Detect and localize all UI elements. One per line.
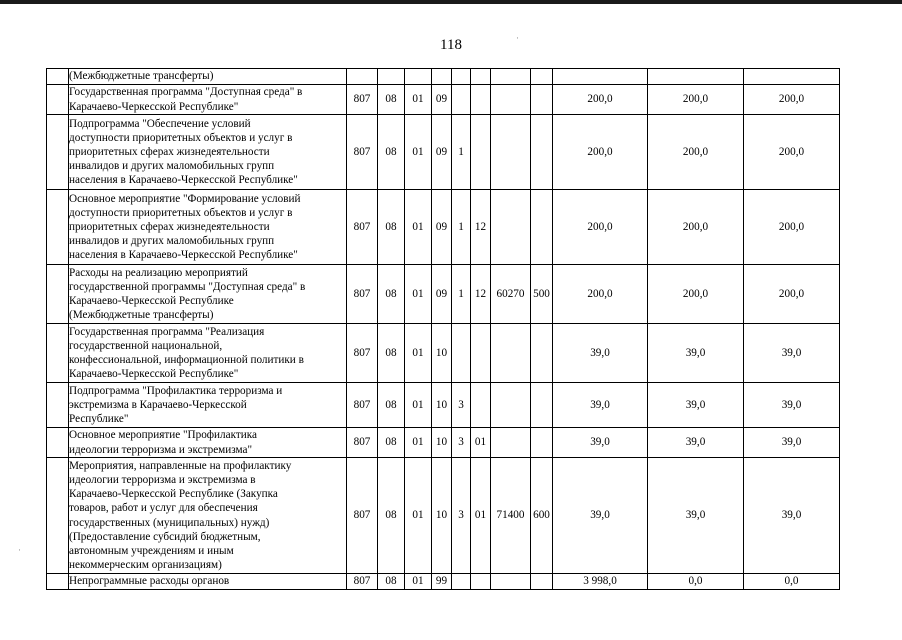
code-cell-c2: 1 [452,115,471,190]
code-cell-vr: 600 [531,458,553,574]
amount-cell-s1: 39,0 [553,458,648,574]
row-name-cell [69,85,347,115]
code-cell-c2: 1 [452,190,471,265]
amount-cell-s3: 200,0 [744,85,840,115]
table-row [47,265,840,324]
code-cell-pr: 01 [405,324,432,383]
name-line: некоммерческим организациям) [69,558,222,571]
table-row [47,574,840,590]
amount-cell-s2: 0,0 [648,574,744,590]
blank-cell [47,383,69,428]
amount-cell-s1: 200,0 [553,190,648,265]
amount-cell-s2: 39,0 [648,458,744,574]
table-row [47,69,840,85]
code-cell-ved [347,69,378,85]
amount-cell-s3 [744,69,840,85]
amount-cell-s3: 200,0 [744,190,840,265]
code-cell-c3 [471,69,491,85]
amount-cell-s2: 39,0 [648,428,744,458]
code-cell-c3: 01 [471,428,491,458]
table-row [47,115,840,190]
code-cell-ved: 807 [347,458,378,574]
code-cell-pr: 01 [405,115,432,190]
name-line: доступности приоритетных объектов и услуг в [69,131,293,144]
name-line: Основное мероприятие "Профилактика [69,429,257,442]
code-cell-c4 [491,115,531,190]
amount-cell-s3: 200,0 [744,115,840,190]
code-cell-c1: 10 [432,324,452,383]
code-cell-c3: 12 [471,190,491,265]
name-line: приоритетных сферах жизнедеятельности [69,220,270,233]
code-cell-ved: 807 [347,85,378,115]
amount-cell-s2: 39,0 [648,383,744,428]
code-cell-vr [531,574,553,590]
name-line: Республике" [69,413,129,426]
code-cell-c3 [471,85,491,115]
code-cell-c4 [491,428,531,458]
amount-cell-s2: 200,0 [648,265,744,324]
code-cell-c4: 60270 [491,265,531,324]
code-cell-c2 [452,69,471,85]
code-cell-rz: 08 [378,190,405,265]
name-line: приоритетных сферах жизнедеятельности [69,145,270,158]
blank-cell [47,458,69,574]
blank-cell [47,324,69,383]
table-row [47,383,840,428]
code-cell-vr [531,383,553,428]
name-line: Карачаево-Черкесской Республике" [69,368,239,381]
name-line: (Межбюджетные трансферты) [69,70,214,83]
code-cell-c3 [471,324,491,383]
code-cell-rz: 08 [378,115,405,190]
code-cell-rz: 08 [378,574,405,590]
name-line: (Межбюджетные трансферты) [69,309,214,322]
amount-cell-s1: 200,0 [553,265,648,324]
table-row [47,458,840,574]
row-name-cell [69,265,347,324]
code-cell-c1: 10 [432,458,452,574]
code-cell-c3: 12 [471,265,491,324]
code-cell-c1: 09 [432,85,452,115]
code-cell-pr: 01 [405,428,432,458]
name-line: идеологии терроризма и экстремизма" [69,443,253,456]
blank-cell [47,428,69,458]
code-cell-vr [531,85,553,115]
name-line: автономным учреждениям и иным [69,544,234,557]
name-line: Подпрограмма "Обеспечение условий [69,117,251,130]
name-line: Непрограммные расходы органов [69,575,230,588]
name-line: (Предоставление субсидий бюджетным, [69,530,261,543]
name-line: конфессиональной, информационной политики в [69,354,304,366]
code-cell-c2: 1 [452,265,471,324]
code-cell-pr: 01 [405,85,432,115]
code-cell-pr: 01 [405,458,432,574]
row-name-cell [69,458,347,574]
page-number: 118 [440,37,462,53]
row-name-cell [69,383,347,428]
code-cell-rz [378,69,405,85]
code-cell-vr [531,428,553,458]
amount-cell-s3: 200,0 [744,265,840,324]
code-cell-c1: 10 [432,383,452,428]
code-cell-vr [531,69,553,85]
code-cell-c1 [432,69,452,85]
amount-cell-s2: 200,0 [648,115,744,190]
amount-cell-s1: 200,0 [553,85,648,115]
name-line: Государственная программа "Реализация [69,325,265,338]
row-name-cell [69,115,347,190]
amount-cell-s1: 39,0 [553,428,648,458]
blank-cell [47,85,69,115]
name-line: инвалидов и других маломобильных групп [69,235,275,248]
name-line: Подпрограмма "Профилактика терроризма и [69,384,283,397]
amount-cell-s2: 200,0 [648,190,744,265]
amount-cell-s1: 3 998,0 [553,574,648,590]
name-line: Карачаево-Черкесской Республике (Закупка [69,488,278,501]
amount-cell-s2: 39,0 [648,324,744,383]
code-cell-c3 [471,574,491,590]
name-line: инвалидов и других маломобильных групп [69,160,275,173]
row-name-cell [69,428,347,458]
row-name-cell [69,324,347,383]
name-line: населения в Карачаево-Черкесской Республике" [69,174,298,187]
name-line: Расходы на реализацию мероприятий [69,266,248,279]
budget-table [46,68,840,590]
blank-cell [47,574,69,590]
code-cell-ved: 807 [347,383,378,428]
code-cell-rz: 08 [378,85,405,115]
code-cell-rz: 08 [378,383,405,428]
top-border-line [0,0,902,4]
table-row [47,324,840,383]
code-cell-vr: 500 [531,265,553,324]
code-cell-pr: 01 [405,383,432,428]
row-name-cell [69,574,347,590]
code-cell-c2 [452,324,471,383]
amount-cell-s1 [553,69,648,85]
name-line: Основное мероприятие "Формирование условий [69,192,301,205]
code-cell-ved: 807 [347,574,378,590]
amount-cell-s1: 39,0 [553,383,648,428]
amount-cell-s3: 39,0 [744,428,840,458]
name-line: Государственная программа "Доступная среда" в [69,86,303,99]
blank-cell [47,265,69,324]
name-line: государственных (муниципальных) нужд) [69,516,270,529]
code-cell-rz: 08 [378,458,405,574]
name-line: Карачаево-Черкесской Республике [69,295,234,307]
scan-speck: · [516,33,519,43]
code-cell-vr [531,324,553,383]
amount-cell-s2: 200,0 [648,85,744,115]
code-cell-c3 [471,383,491,428]
code-cell-vr [531,190,553,265]
scan-speck: · [18,545,21,555]
code-cell-ved: 807 [347,428,378,458]
code-cell-ved: 807 [347,190,378,265]
code-cell-c3 [471,115,491,190]
amount-cell-s1: 39,0 [553,324,648,383]
table-row [47,428,840,458]
name-line: Карачаево-Черкесской Республике" [69,100,239,113]
table-row [47,190,840,265]
code-cell-c4 [491,85,531,115]
name-line: экстремизма в Карачаево-Черкесской [69,398,247,411]
code-cell-c2: 3 [452,458,471,574]
code-cell-c3: 01 [471,458,491,574]
code-cell-c2 [452,574,471,590]
name-line: доступности приоритетных объектов и услуг в [69,206,293,219]
code-cell-c4 [491,383,531,428]
name-line: государственной национальной, [69,339,223,352]
amount-cell-s3: 0,0 [744,574,840,590]
code-cell-pr [405,69,432,85]
code-cell-c1: 09 [432,190,452,265]
code-cell-c2 [452,85,471,115]
code-cell-pr: 01 [405,265,432,324]
code-cell-rz: 08 [378,324,405,383]
amount-cell-s1: 200,0 [553,115,648,190]
amount-cell-s3: 39,0 [744,324,840,383]
code-cell-pr: 01 [405,574,432,590]
name-line: населения в Карачаево-Черкесской Республике" [69,249,298,262]
code-cell-c1: 09 [432,115,452,190]
blank-cell [47,69,69,85]
code-cell-c4 [491,574,531,590]
amount-cell-s3: 39,0 [744,383,840,428]
row-name-cell [69,190,347,265]
code-cell-vr [531,115,553,190]
blank-cell [47,190,69,265]
amount-cell-s3: 39,0 [744,458,840,574]
blank-cell [47,115,69,190]
code-cell-rz: 08 [378,265,405,324]
code-cell-pr: 01 [405,190,432,265]
code-cell-c4 [491,190,531,265]
code-cell-c1: 09 [432,265,452,324]
amount-cell-s2 [648,69,744,85]
table-row [47,85,840,115]
code-cell-c1: 99 [432,574,452,590]
code-cell-ved: 807 [347,265,378,324]
code-cell-c2: 3 [452,383,471,428]
name-line: государственной программы "Доступная среда" в [69,280,306,293]
code-cell-c1: 10 [432,428,452,458]
code-cell-rz: 08 [378,428,405,458]
code-cell-c4: 71400 [491,458,531,574]
code-cell-ved: 807 [347,115,378,190]
code-cell-c4 [491,69,531,85]
row-name-cell [69,69,347,85]
name-line: Мероприятия, направленные на профилактику [69,460,292,473]
code-cell-ved: 807 [347,324,378,383]
code-cell-c4 [491,324,531,383]
code-cell-c2: 3 [452,428,471,458]
name-line: товаров, работ и услуг для обеспечения [69,502,258,515]
name-line: идеологии терроризма и экстремизма в [69,474,256,487]
